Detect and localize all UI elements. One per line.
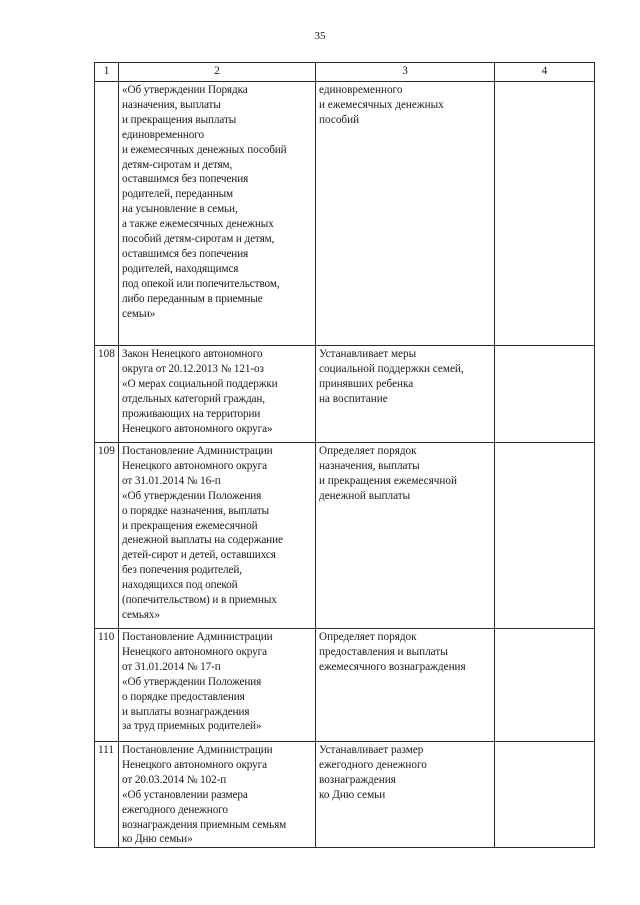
row-number: 110 (95, 629, 119, 742)
document-title-cell (119, 443, 316, 629)
description-line: и ежемесячных денежных (319, 98, 444, 111)
description-line: ежегодного денежного (319, 758, 427, 771)
document-line: вознаграждения приемным семьям (122, 818, 287, 831)
document-line: и выплаты вознаграждения (122, 705, 250, 718)
document-line: родителей, переданным (122, 188, 234, 201)
document-line: и прекращения ежемесячной (122, 519, 258, 532)
row-number: 109 (95, 443, 119, 629)
document-line: единовременного (122, 128, 204, 141)
header-col-4: 4 (495, 63, 595, 82)
document-title-cell (119, 742, 316, 848)
description-line: Устанавливает размер (319, 744, 424, 756)
document-line: ежегодного денежного (122, 803, 228, 816)
document-line: Ненецкого автономного округа (122, 758, 268, 771)
table-row (95, 82, 595, 346)
page-number: 35 (314, 30, 326, 42)
document-line: «Об установлении размера (122, 788, 248, 801)
document-line: а также ежемесячных денежных (122, 218, 274, 231)
document-line: о порядке назначения, выплаты (122, 504, 270, 517)
document-line: под опекой или попечительством, (122, 277, 280, 290)
document-line: «Об утверждении Порядка (122, 84, 248, 96)
document-line: за труд приемных родителей» (122, 720, 262, 733)
document-line: Постановление Администрации (122, 445, 273, 457)
document-line: о порядке предоставления (122, 690, 245, 703)
description-line: предоставления и выплаты (319, 645, 448, 658)
header-row (95, 63, 595, 82)
description-line: денежной выплаты (319, 489, 411, 502)
document-line: и ежемесячных денежных пособий (122, 143, 287, 156)
document-line: (попечительством) и в приемных (122, 594, 277, 607)
note-cell (495, 443, 595, 629)
document-line: Постановление Администрации (122, 744, 273, 756)
document-line: денежной выплаты на содержание (122, 534, 283, 547)
document-line: без попечения родителей, (122, 564, 242, 577)
document-line: Постановление Администрации (122, 631, 273, 643)
description-line: и прекращения ежемесячной (319, 474, 457, 487)
header-col-1: 1 (95, 63, 119, 82)
document-line: «Об утверждении Положения (122, 675, 262, 688)
document-line: проживающих на территории (122, 407, 261, 420)
document-line: «Об утверждении Положения (122, 489, 262, 502)
document-title-cell (119, 346, 316, 443)
description-line: Определяет порядок (319, 445, 417, 457)
document-line: Ненецкого автономного округа (122, 645, 268, 658)
description-line: Определяет порядок (319, 631, 417, 643)
description-cell (316, 443, 495, 629)
description-line: единовременного (319, 84, 403, 96)
document-line: и прекращения выплаты (122, 113, 237, 126)
document-line: детям-сиротам и детям, (122, 158, 233, 171)
document-line: от 20.03.2014 № 102-п (122, 773, 227, 786)
note-cell (495, 742, 595, 848)
document-line: Закон Ненецкого автономного (122, 348, 263, 360)
row-number: 111 (95, 742, 119, 848)
document-line: округа от 20.12.2013 № 121-оз (122, 362, 264, 375)
document-line: ко Дню семьи» (122, 833, 193, 846)
document-title-cell (119, 629, 316, 742)
description-line: пособий (319, 113, 360, 126)
document-line: семьях» (122, 608, 160, 621)
table-row (95, 742, 595, 848)
table-row (95, 443, 595, 629)
description-line: принявших ребенка (319, 377, 414, 390)
table-row (95, 346, 595, 443)
document-line: находящихся под опекой (122, 579, 238, 592)
description-line: ежемесячного вознаграждения (319, 660, 466, 673)
document-line: Ненецкого автономного округа» (122, 422, 273, 435)
document-line: на усыновление в семьи, (122, 203, 238, 216)
document-line: от 31.01.2014 № 17-п (122, 660, 221, 673)
document-line: либо переданным в приемные (122, 292, 263, 305)
legal-acts-table (94, 62, 595, 848)
description-cell (316, 742, 495, 848)
table-header (95, 63, 595, 82)
document-line: назначения, выплаты (122, 98, 221, 111)
description-line: на воспитание (319, 392, 388, 405)
document-line: «О мерах социальной поддержки (122, 377, 278, 390)
document-line: детей-сирот и детей, оставшихся (122, 549, 276, 562)
document-line: от 31.01.2014 № 16-п (122, 474, 221, 487)
header-col-3: 3 (316, 63, 495, 82)
note-cell (495, 629, 595, 742)
note-cell (495, 346, 595, 443)
note-cell (495, 82, 595, 346)
description-line: Устанавливает меры (319, 348, 417, 360)
document-line: родителей, находящимся (122, 262, 239, 275)
document-line: оставшимся без попечения (122, 173, 249, 186)
description-line: назначения, выплаты (319, 459, 420, 472)
description-cell (316, 82, 495, 346)
header-col-2: 2 (119, 63, 316, 82)
document-line: Ненецкого автономного округа (122, 459, 268, 472)
document-line: отдельных категорий граждан, (122, 392, 266, 405)
description-line: социальной поддержки семей, (319, 362, 464, 375)
description-cell (316, 346, 495, 443)
document-line: оставшимся без попечения (122, 247, 249, 260)
document-title-cell (119, 82, 316, 346)
document-line: пособий детям-сиротам и детям, (122, 233, 275, 246)
table-body (95, 82, 595, 848)
description-line: ко Дню семьи (319, 788, 386, 801)
row-number: 108 (95, 346, 119, 443)
description-cell (316, 629, 495, 742)
document-line: семьи» (122, 307, 156, 320)
row-number (95, 82, 119, 346)
table-row (95, 629, 595, 742)
description-line: вознаграждения (319, 773, 396, 786)
